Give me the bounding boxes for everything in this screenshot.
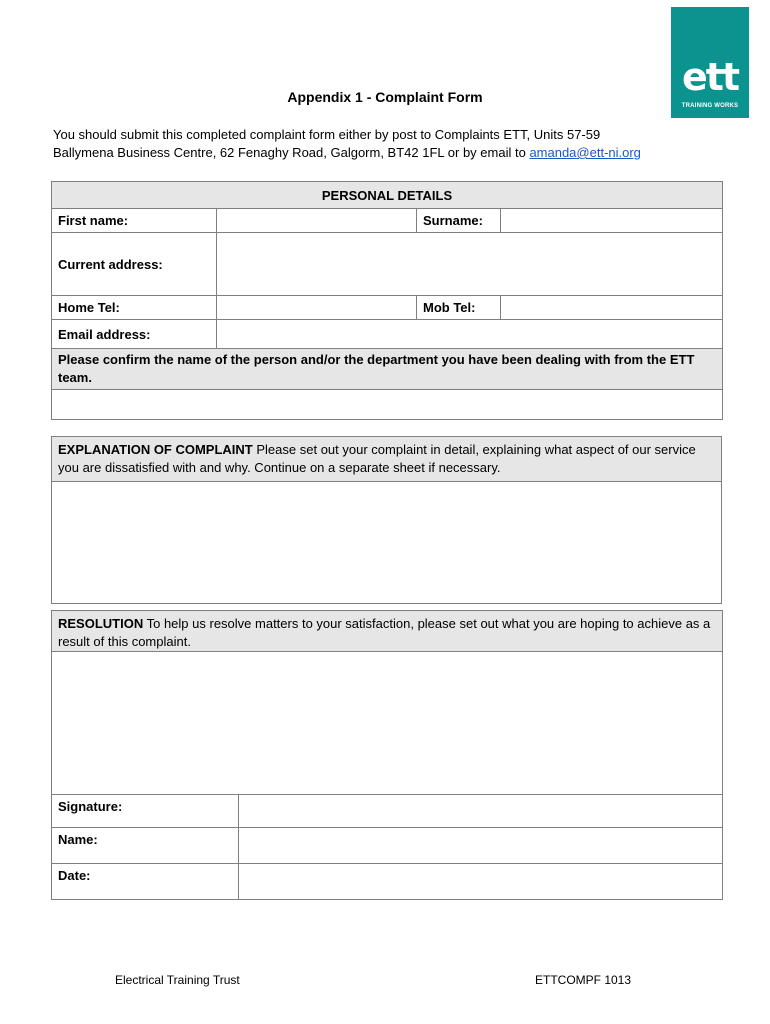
personal-details-table (51, 181, 723, 420)
home-tel-field[interactable] (217, 296, 417, 320)
mob-tel-label: Mob Tel: (417, 296, 501, 320)
date-field[interactable] (239, 864, 723, 900)
surname-label: Surname: (417, 209, 501, 233)
explanation-text: Please set out your complaint in detail, explaining what aspect of our service you are dissatisfied with and why. Continue on a separate sheet if necessary. (58, 442, 696, 475)
first-name-label: First name: (52, 209, 217, 233)
confirm-field[interactable] (52, 390, 723, 420)
name-field[interactable] (239, 828, 723, 864)
confirm-prompt: Please confirm the name of the person and/or the department you have been dealing with from the ETT team. (52, 349, 723, 390)
footer-form-code: ETTCOMPF 1013 (535, 973, 632, 987)
email-link[interactable]: amanda@ett-ni.org (529, 145, 641, 160)
explanation-table (51, 436, 722, 604)
intro-line2: Ballymena Business Centre, 62 Fenaghy Road, Galgorm, BT42 1FL or by email to (53, 145, 526, 160)
home-tel-label: Home Tel: (52, 296, 217, 320)
explanation-field[interactable] (52, 482, 722, 604)
resolution-text: To help us resolve matters to your satisfaction, please set out what you are hoping to achieve as a result of this complaint. (58, 616, 711, 649)
resolution-heading: RESOLUTION (58, 616, 144, 631)
page-title: Appendix 1 - Complaint Form (287, 89, 483, 105)
address-label: Current address: (52, 233, 217, 296)
first-name-field[interactable] (217, 209, 417, 233)
logo-tagline: TRAINING WORKS (681, 103, 739, 109)
logo-wordmark: ett (681, 55, 739, 99)
email-field[interactable] (217, 320, 723, 349)
personal-details-header: PERSONAL DETAILS (52, 182, 723, 209)
signature-label: Signature: (52, 795, 239, 828)
intro-line1: You should submit this completed complaint form either by post to Complaints ETT, Units 57-59 (53, 127, 601, 142)
signature-field[interactable] (239, 795, 723, 828)
surname-field[interactable] (501, 209, 723, 233)
address-field[interactable] (217, 233, 723, 296)
explanation-prompt (52, 437, 722, 482)
footer-organisation: Electrical Training Trust (115, 973, 240, 987)
name-label: Name: (52, 828, 239, 864)
resolution-table (51, 610, 723, 900)
resolution-prompt (52, 611, 723, 652)
mob-tel-field[interactable] (501, 296, 723, 320)
email-label: Email address: (52, 320, 217, 349)
explanation-heading: EXPLANATION OF COMPLAINT (58, 442, 253, 457)
date-label: Date: (52, 864, 239, 900)
resolution-field[interactable] (52, 652, 723, 795)
intro-text (53, 126, 733, 162)
